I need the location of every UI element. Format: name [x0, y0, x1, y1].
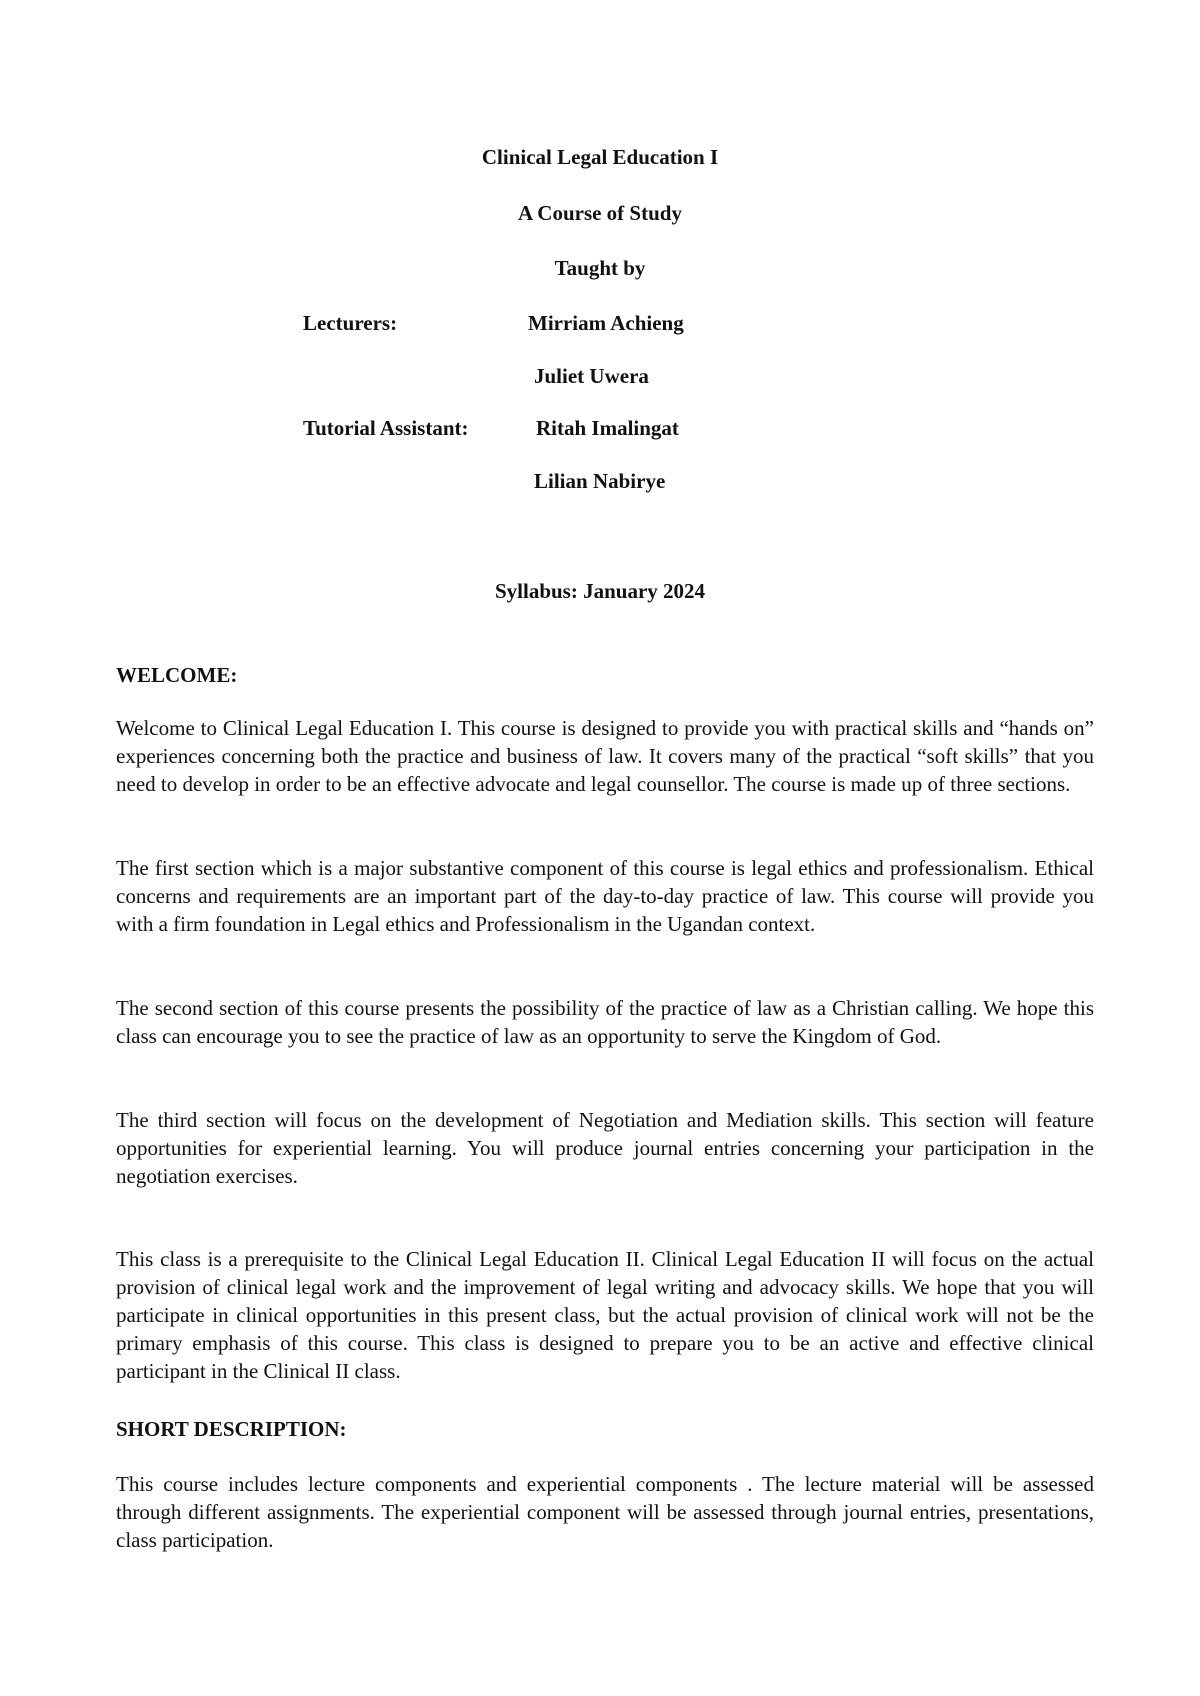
- welcome-paragraph: The third section will focus on the development of Negotiation and Mediation skills. This section will feature opportunities for experiential learning. You will produce journal entries concerning your participation in the negotiation exercises.: [116, 1108, 1094, 1188]
- syllabus-date: Syllabus: January 2024: [494, 579, 706, 603]
- course-title: Clinical Legal Education I: [481, 145, 719, 169]
- welcome-paragraph: The second section of this course presents the possibility of the practice of law as a Christian calling. We hope this class can encourage you to see the practice of law as an opportunity to serve the Kingdom of God.: [116, 996, 1094, 1048]
- short-description-paragraph: This course includes lecture components and experiential components . The lecture material will be assessed through different assignments. The experiential component will be assessed through journal entries, presentations, class participation.: [116, 1472, 1094, 1552]
- welcome-paragraph: Welcome to Clinical Legal Education I. This course is designed to provide you with practical skills and “hands on” experiences concerning both the practice and business of law. It covers many of the practical “soft skills” that you need to develop in order to be an effective advocate and legal counsellor. The course is made up of three sections.: [116, 716, 1094, 796]
- welcome-paragraph: This class is a prerequisite to the Clinical Legal Education II. Clinical Legal Education II will focus on the actual provision of clinical legal work and the improvement of legal writing and advocacy skills. We hope that you will participate in clinical opportunities in this present class, but the actual provision of clinical work will not be the primary emphasis of this course. This class is designed to prepare you to be an active and effective clinical participant in the Clinical II class.: [116, 1247, 1094, 1383]
- lecturers-label: Lecturers:: [303, 311, 398, 335]
- course-subtitle: A Course of Study: [518, 201, 682, 225]
- short-description-heading: SHORT DESCRIPTION:: [116, 1417, 347, 1441]
- assistant-name: Lilian Nabirye: [534, 469, 666, 493]
- lecturer-name: Juliet Uwera: [534, 364, 649, 388]
- taught-by-line: Taught by: [554, 256, 646, 280]
- assistant-name: Ritah Imalingat: [536, 416, 679, 440]
- tutorial-assistant-label: Tutorial Assistant:: [303, 416, 469, 440]
- welcome-heading: WELCOME:: [116, 663, 238, 687]
- welcome-paragraph: The first section which is a major substantive component of this course is legal ethics and professionalism. Ethical concerns and requirements are an important part of the day-to-day practice of law. This course will provide you with a firm foundation in Legal ethics and Professionalism in the Ugandan context.: [116, 856, 1094, 936]
- lecturer-name: Mirriam Achieng: [528, 311, 684, 335]
